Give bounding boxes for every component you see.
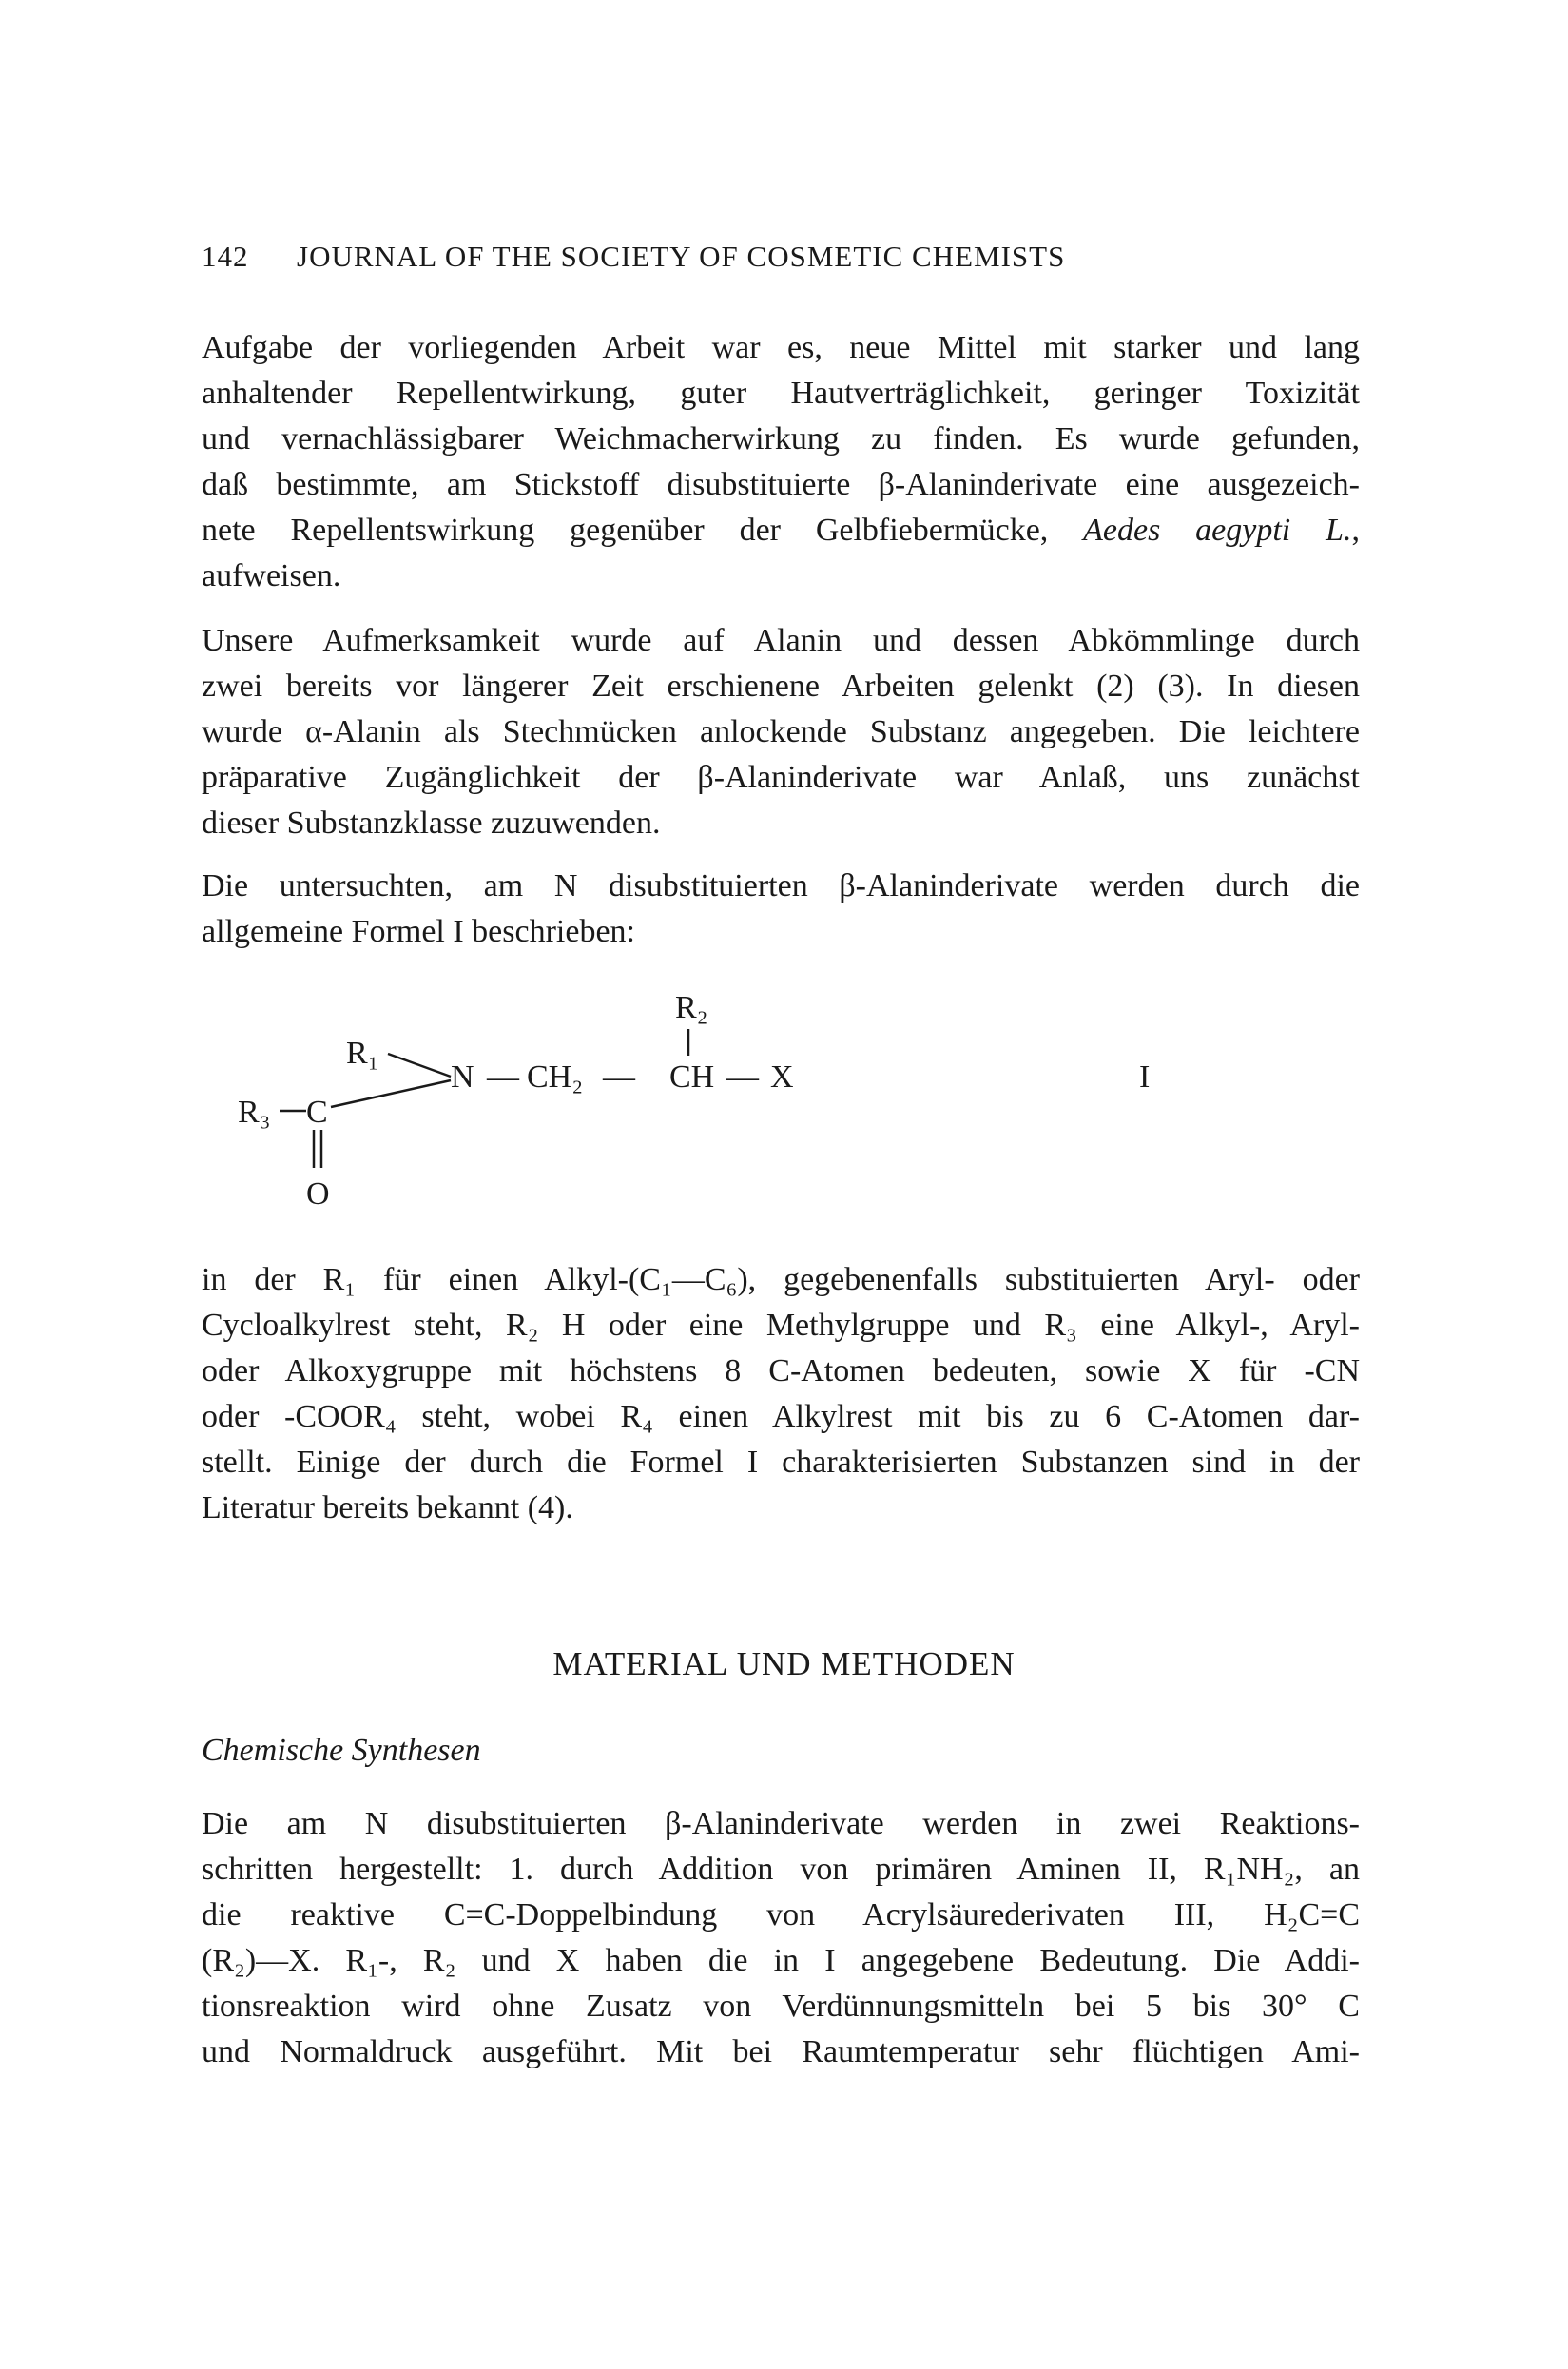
paragraph-intro xyxy=(202,325,1360,599)
text-line-with-species xyxy=(202,508,1360,553)
formula-r2: R₂ xyxy=(675,990,708,1025)
text-line: zwei bereits vor längerer Zeit erschienene Arbeiten gelenkt (2) (3). In diesen xyxy=(202,669,1360,704)
running-header xyxy=(202,240,1248,274)
species-name: Aedes aegypti L. xyxy=(1083,513,1352,548)
text-line: stellt. Einige der durch die Formel I charakterisierten Substanzen sind in der xyxy=(202,1445,1360,1480)
text-line: Die untersuchten, am N disubstituierten β-Alaninderivate werden durch die xyxy=(202,868,1360,903)
text-line: dieser Substanzklasse zuzuwenden. xyxy=(202,806,661,841)
text-line: daß bestimmte, am Stickstoff disubstituierte β-Alaninderivate eine ausgezeich- xyxy=(202,467,1360,502)
paragraph-formula-intro xyxy=(202,864,1360,955)
text-line: Literatur bereits bekannt (4). xyxy=(202,1490,573,1525)
subsection-heading: Chemische Synthesen xyxy=(202,1733,481,1768)
text-line: und Normaldruck ausgeführt. Mit bei Raumtemperatur sehr flüchtigen Ami- xyxy=(202,2034,1360,2069)
formula-diagram xyxy=(202,980,1360,1236)
paragraph-alanin xyxy=(202,618,1360,846)
formula-r1: R₁ xyxy=(346,1036,379,1071)
text-line: allgemeine Formel I beschrieben: xyxy=(202,914,635,949)
text-line: die reaktive C=C-Doppelbindung von Acrylsäurederivaten III, H₂C=C xyxy=(202,1897,1360,1932)
text-line: Die am N disubstituierten β-Alaninderivate werden in zwei Reaktions- xyxy=(202,1806,1360,1841)
formula-o: O xyxy=(306,1176,330,1212)
text-line: anhaltender Repellentwirkung, guter Hautverträglichkeit, geringer Toxizität xyxy=(202,376,1360,411)
formula-dash: — xyxy=(487,1059,519,1095)
formula-ch2: CH₂ xyxy=(527,1059,584,1095)
paragraph-synthesis xyxy=(202,1801,1360,2075)
text-line: tionsreaktion wird ohne Zusatz von Verdünnungsmitteln bei 5 bis 30° C xyxy=(202,1989,1360,2024)
punctuation: , xyxy=(1351,513,1360,548)
formula-r3: R₃ xyxy=(238,1095,271,1130)
formula-dash: — xyxy=(726,1059,759,1095)
text-fragment: nete Repellentswirkung gegenüber der Gelbfiebermücke, xyxy=(202,513,1049,548)
text-line: wurde α-Alanin als Stechmücken anlockende Substanz angegeben. Die leichtere xyxy=(202,714,1360,749)
formula-ch: CH xyxy=(669,1059,715,1095)
formula-label: I xyxy=(1139,1059,1151,1095)
bond-c-n xyxy=(331,1080,451,1107)
text-line: (R₂)—X. R₁-, R₂ und X haben die in I angegebene Bedeutung. Die Addi- xyxy=(202,1943,1360,1978)
paragraph-definitions xyxy=(202,1257,1360,1531)
bond-r1-n xyxy=(388,1054,451,1077)
text-line: in der R₁ für einen Alkyl-(C₁—C₆), gegebenenfalls substituierten Aryl- oder xyxy=(202,1262,1360,1297)
journal-title: JOURNAL OF THE SOCIETY OF COSMETIC CHEMISTS xyxy=(297,240,1066,273)
text-line: präparative Zugänglichkeit der β-Alaninderivate war Anlaß, uns zunächst xyxy=(202,760,1360,795)
text-line: aufweisen. xyxy=(202,558,341,593)
text-line: Cycloalkylrest steht, R₂ H oder eine Methylgruppe und R₃ eine Alkyl-, Aryl- xyxy=(202,1308,1360,1343)
page-number: 142 xyxy=(202,240,249,273)
structural-formula xyxy=(202,980,1360,1236)
text-line: Aufgabe der vorliegenden Arbeit war es, neue Mittel mit starker und lang xyxy=(202,330,1360,365)
formula-n: N xyxy=(451,1059,474,1095)
section-heading: MATERIAL UND METHODEN xyxy=(552,1645,1016,1682)
formula-dash: — xyxy=(603,1059,635,1095)
text-line: oder Alkoxygruppe mit höchstens 8 C-Atomen bedeuten, sowie X für -CN xyxy=(202,1353,1360,1388)
formula-c: C xyxy=(306,1095,328,1130)
text-line: Unsere Aufmerksamkeit wurde auf Alanin und dessen Abkömmlinge durch xyxy=(202,623,1360,658)
formula-x: X xyxy=(770,1059,794,1095)
text-line: schritten hergestellt: 1. durch Addition von primären Aminen II, R₁NH₂, an xyxy=(202,1852,1360,1887)
text-line: und vernachlässigbarer Weichmacherwirkung zu finden. Es wurde gefunden, xyxy=(202,421,1360,456)
text-line: oder -COOR₄ steht, wobei R₄ einen Alkylrest mit bis zu 6 C-Atomen dar- xyxy=(202,1399,1360,1434)
